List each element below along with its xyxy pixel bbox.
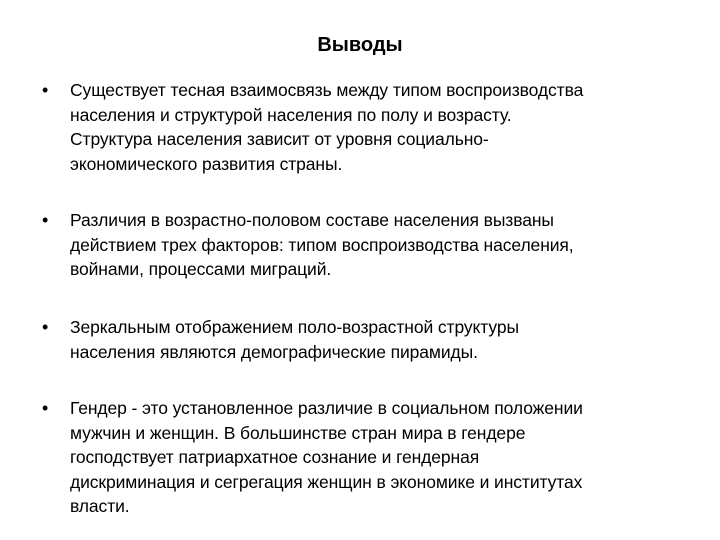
bullet-dot-icon: • — [42, 210, 49, 230]
bullet-line: дискриминация и сегрегация женщин в экономике и институтах — [70, 471, 583, 492]
bullet-text — [70, 315, 682, 364]
bullet-dot-icon: • — [42, 317, 49, 337]
bullet-text — [70, 78, 682, 176]
bullet-line: Гендер - это установленное различие в социальном положении — [70, 398, 583, 418]
bullet-line: войнами, процессами миграций. — [70, 259, 332, 279]
bullet-line: Структура населения зависит от уровня социально- — [70, 129, 489, 149]
bullet-line: господствует патриархатное сознание и гендерная — [70, 447, 480, 467]
bullet-line: мужчин и женщин. В большинстве стран мира в гендере — [70, 422, 526, 443]
bullet-line: населения являются демографические пирамиды. — [70, 341, 478, 362]
bullet-line: власти. — [70, 496, 130, 516]
bullet-text — [70, 396, 682, 519]
bullet-line: Зеркальным отображением поло-возрастной структуры — [70, 317, 519, 337]
bullet-item — [42, 396, 682, 519]
bullet-item — [42, 208, 682, 282]
bullet-dot-icon: • — [42, 398, 49, 418]
bullet-dot-icon: • — [42, 80, 49, 100]
bullet-line: населения и структурой населения по полу и возрасту. — [70, 104, 512, 125]
bullet-line: экономического развития страны. — [70, 153, 343, 174]
bullet-item — [42, 315, 682, 364]
slide-title: Выводы — [317, 34, 403, 56]
bullet-line: Различия в возрастно-половом составе населения вызваны — [70, 210, 554, 230]
bullet-line: Существует тесная взаимосвязь между типом воспроизводства — [70, 80, 584, 100]
bullet-text — [70, 208, 682, 282]
bullet-line: действием трех факторов: типом воспроизводства населения, — [70, 234, 574, 255]
bullet-item — [42, 78, 682, 176]
